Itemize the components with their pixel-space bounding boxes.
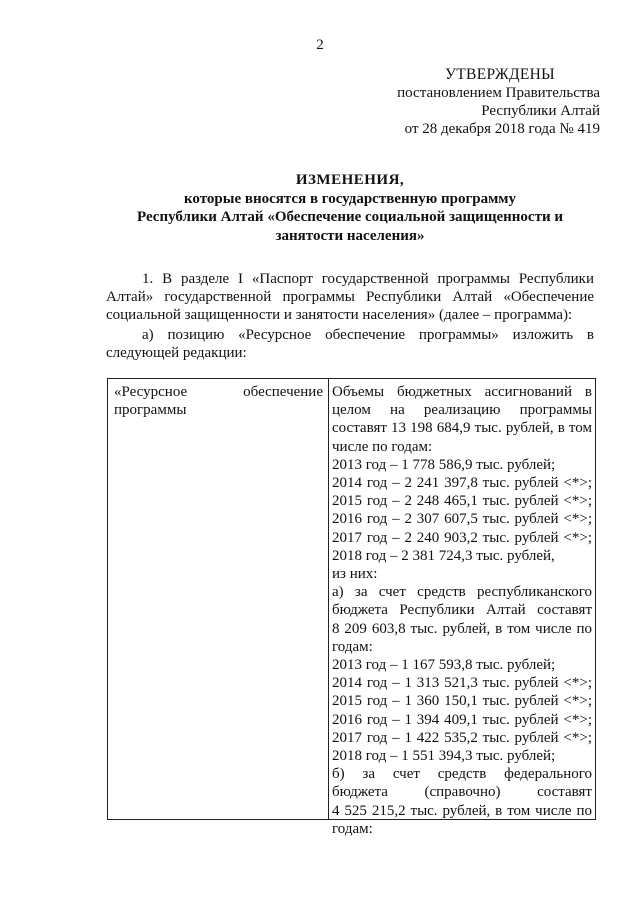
- table-value-line: 2018 год – 1 551 394,3 тыс. рублей;: [332, 748, 556, 765]
- table-value-line: 2014 год – 2 241 397,8 тыс. рублей <*>;: [332, 475, 592, 492]
- document-heading: [100, 171, 600, 245]
- table-value-line: 2013 год – 1 167 593,8 тыс. рублей;: [332, 657, 556, 674]
- table-value-line: 4 525 215,2 тыс. рублей, в том числе по: [332, 802, 592, 819]
- paragraph-2: [106, 326, 594, 362]
- table-cell-label: [114, 383, 323, 419]
- resource-table: [107, 378, 596, 837]
- table-value-line: а) за счет средств республиканского: [332, 584, 592, 601]
- table-value-line: 2016 год – 2 307 607,5 тыс. рублей <*>;: [332, 511, 592, 528]
- table-value-line: составят 13 198 684,9 тыс. рублей, в том: [332, 420, 592, 437]
- table-value-line: 2015 год – 2 248 465,1 тыс. рублей <*>;: [332, 493, 592, 510]
- table-value-line: целом на реализацию программы: [332, 402, 592, 419]
- paragraph-2-line: следующей редакции:: [106, 345, 247, 361]
- table-label-line: программы: [114, 402, 187, 419]
- page-number: 2: [316, 37, 324, 53]
- table-column-divider: [328, 379, 329, 819]
- table-value-line: 2016 год – 1 394 409,1 тыс. рублей <*>;: [332, 711, 592, 728]
- approval-line-3: от 28 декабря 2018 года № 419: [404, 121, 600, 137]
- table-value-line: 2017 год – 2 240 903,2 тыс. рублей <*>;: [332, 529, 592, 546]
- table-value-line: Объемы бюджетных ассигнований в: [332, 384, 592, 400]
- paragraph-1-line: Алтай» государственной программы Республики Алтай «Обеспечение: [106, 289, 594, 305]
- table-value-line: годам:: [332, 638, 373, 655]
- paragraph-1-line: социальной защищенности и занятости населения» (далее – программа):: [106, 307, 573, 323]
- paragraph-1: [106, 270, 594, 324]
- table-value-line: 2015 год – 1 360 150,1 тыс. рублей <*>;: [332, 693, 592, 710]
- table-value-line: числе по годам:: [332, 438, 433, 455]
- table-value-line: 2017 год – 1 422 535,2 тыс. рублей <*>;: [332, 729, 592, 746]
- paragraph-1-line: 1. В разделе I «Паспорт государственной программы Республики: [142, 271, 594, 287]
- table-cell-value: [332, 383, 592, 838]
- approval-line-2: Республики Алтай: [481, 103, 600, 119]
- heading-line-1: которые вносятся в государственную программу: [183, 190, 517, 207]
- table-value-line: 8 209 603,8 тыс. рублей, в том числе по: [332, 620, 592, 637]
- table-label-line: «Ресурсное обеспечение: [114, 384, 323, 400]
- approval-title: УТВЕРЖДЕНЫ: [445, 66, 555, 83]
- table-value-line: годам:: [332, 820, 373, 837]
- heading-line-3: занятости населения»: [275, 227, 425, 244]
- table-value-line: 2018 год – 2 381 724,3 тыс. рублей,: [332, 547, 555, 564]
- approval-line-1: постановлением Правительства: [397, 85, 600, 101]
- heading-line-2: Республики Алтай «Обеспечение социальной защищенности и: [137, 209, 563, 225]
- paragraph-2-line: а) позицию «Ресурсное обеспечение программы» изложить в: [142, 327, 594, 343]
- table-value-line: из них:: [332, 566, 378, 583]
- table-value-line: б) за счет средств федерального: [332, 766, 592, 783]
- table-value-line: 2014 год – 1 313 521,3 тыс. рублей <*>;: [332, 675, 592, 692]
- approval-block: [360, 66, 600, 138]
- table-value-line: 2013 год – 1 778 586,9 тыс. рублей;: [332, 456, 556, 473]
- table-value-line: бюджета Республики Алтай составят: [332, 602, 592, 619]
- table-value-line: бюджета (справочно) составят: [332, 784, 592, 801]
- document-title: ИЗМЕНЕНИЯ,: [295, 172, 405, 188]
